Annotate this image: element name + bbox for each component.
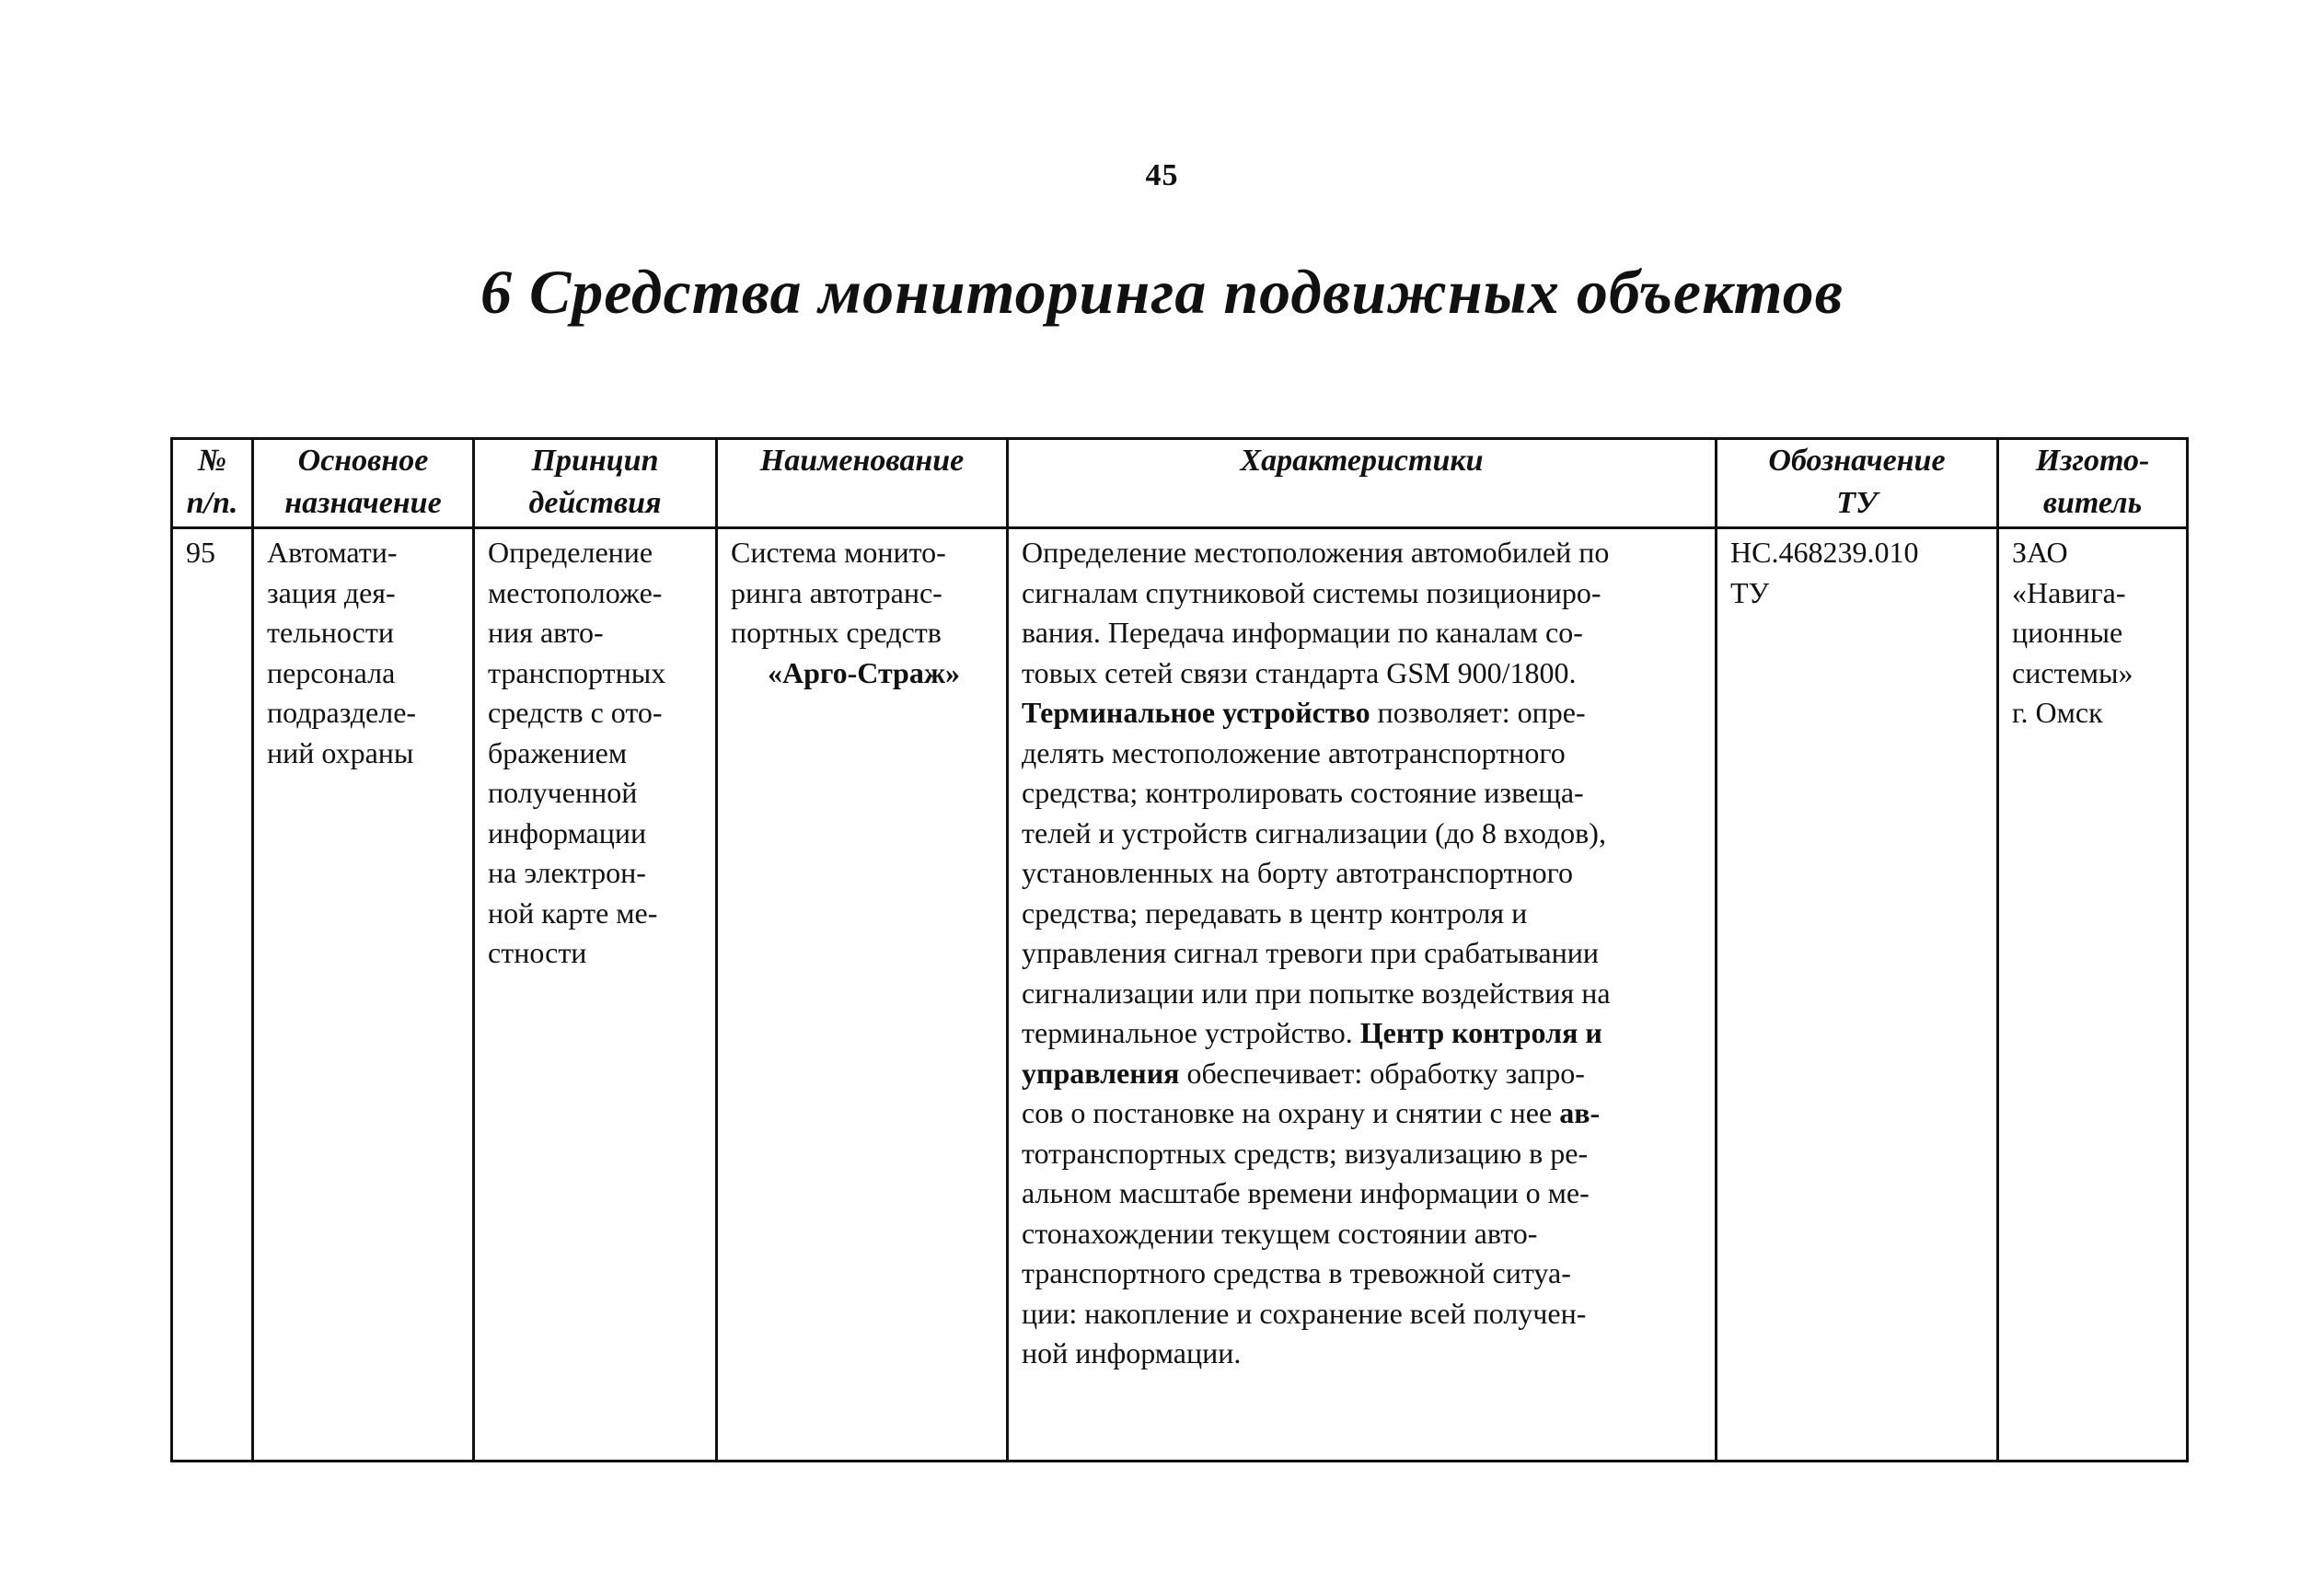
term-terminal-device: Терминальное устройство [1022, 696, 1370, 729]
header-manufacturer: Изгото- витель [1998, 439, 2188, 528]
table-header-row [172, 439, 2188, 528]
header-num: № п/п. [172, 439, 253, 528]
cell-manufacturer: ЗАО «Навига- ционные системы» г. Омск [1998, 528, 2188, 1462]
header-purpose: Основное назначение [253, 439, 474, 528]
header-designation: Обозначение ТУ [1717, 439, 1998, 528]
page-number: 45 [1145, 158, 1179, 192]
product-name: «Арго-Страж» [767, 655, 961, 689]
term-control-center: Центр контроля и [1359, 1016, 1602, 1049]
page-title: 6 Средства мониторинга подвижных объектов [480, 257, 1844, 327]
header-principle: Принцип действия [474, 439, 717, 528]
cell-designation: НС.468239.010 ТУ [1717, 528, 1998, 1462]
cell-name: Система монито- ринга автотранс- портных средств «Арго-Страж» [717, 528, 1008, 1462]
cell-purpose: Автомати- зация дея- тельности персонала подразделе- ний охраны [253, 528, 474, 1462]
equipment-table [170, 437, 2189, 1462]
header-characteristics: Характеристики [1008, 439, 1717, 528]
cell-characteristics: Определение местоположения автомобилей по сигналам спутниковой системы позициониро- вания. Передача информации по каналам со- товых сетей связи стандарта GSM 900/1800. Терминальное устройство позволяет: опре- делять местоположение автотранспортного средства; контролировать состояние извеща- телей и устройств сигнализации (до 8 входов), установленных на борту автотранспортного средства; передавать в центр контроля и управления сигнал тревоги при срабатывании сигнализации или при попытке воздействия на терминальное устройство. Центр контроля и управления обеспечивает: обработку запро- сов о постановке на охрану и снятии с нее ав- тотранспортных средств; визуализацию в ре- альном масштабе времени информации о ме- стонахождении текущем состоянии авто- транспортного средства в тревожной ситуа- ции: накопление и сохранение всей получен- ной информации. [1008, 528, 1717, 1462]
cell-principle: Определение местоположе- ния авто- транспортных средств с ото- бражением полученной информации на электрон- ной карте ме- стности [474, 528, 717, 1462]
cell-num: 95 [172, 528, 253, 1462]
header-name: Наименование [717, 439, 1008, 528]
table-row [172, 528, 2188, 1462]
